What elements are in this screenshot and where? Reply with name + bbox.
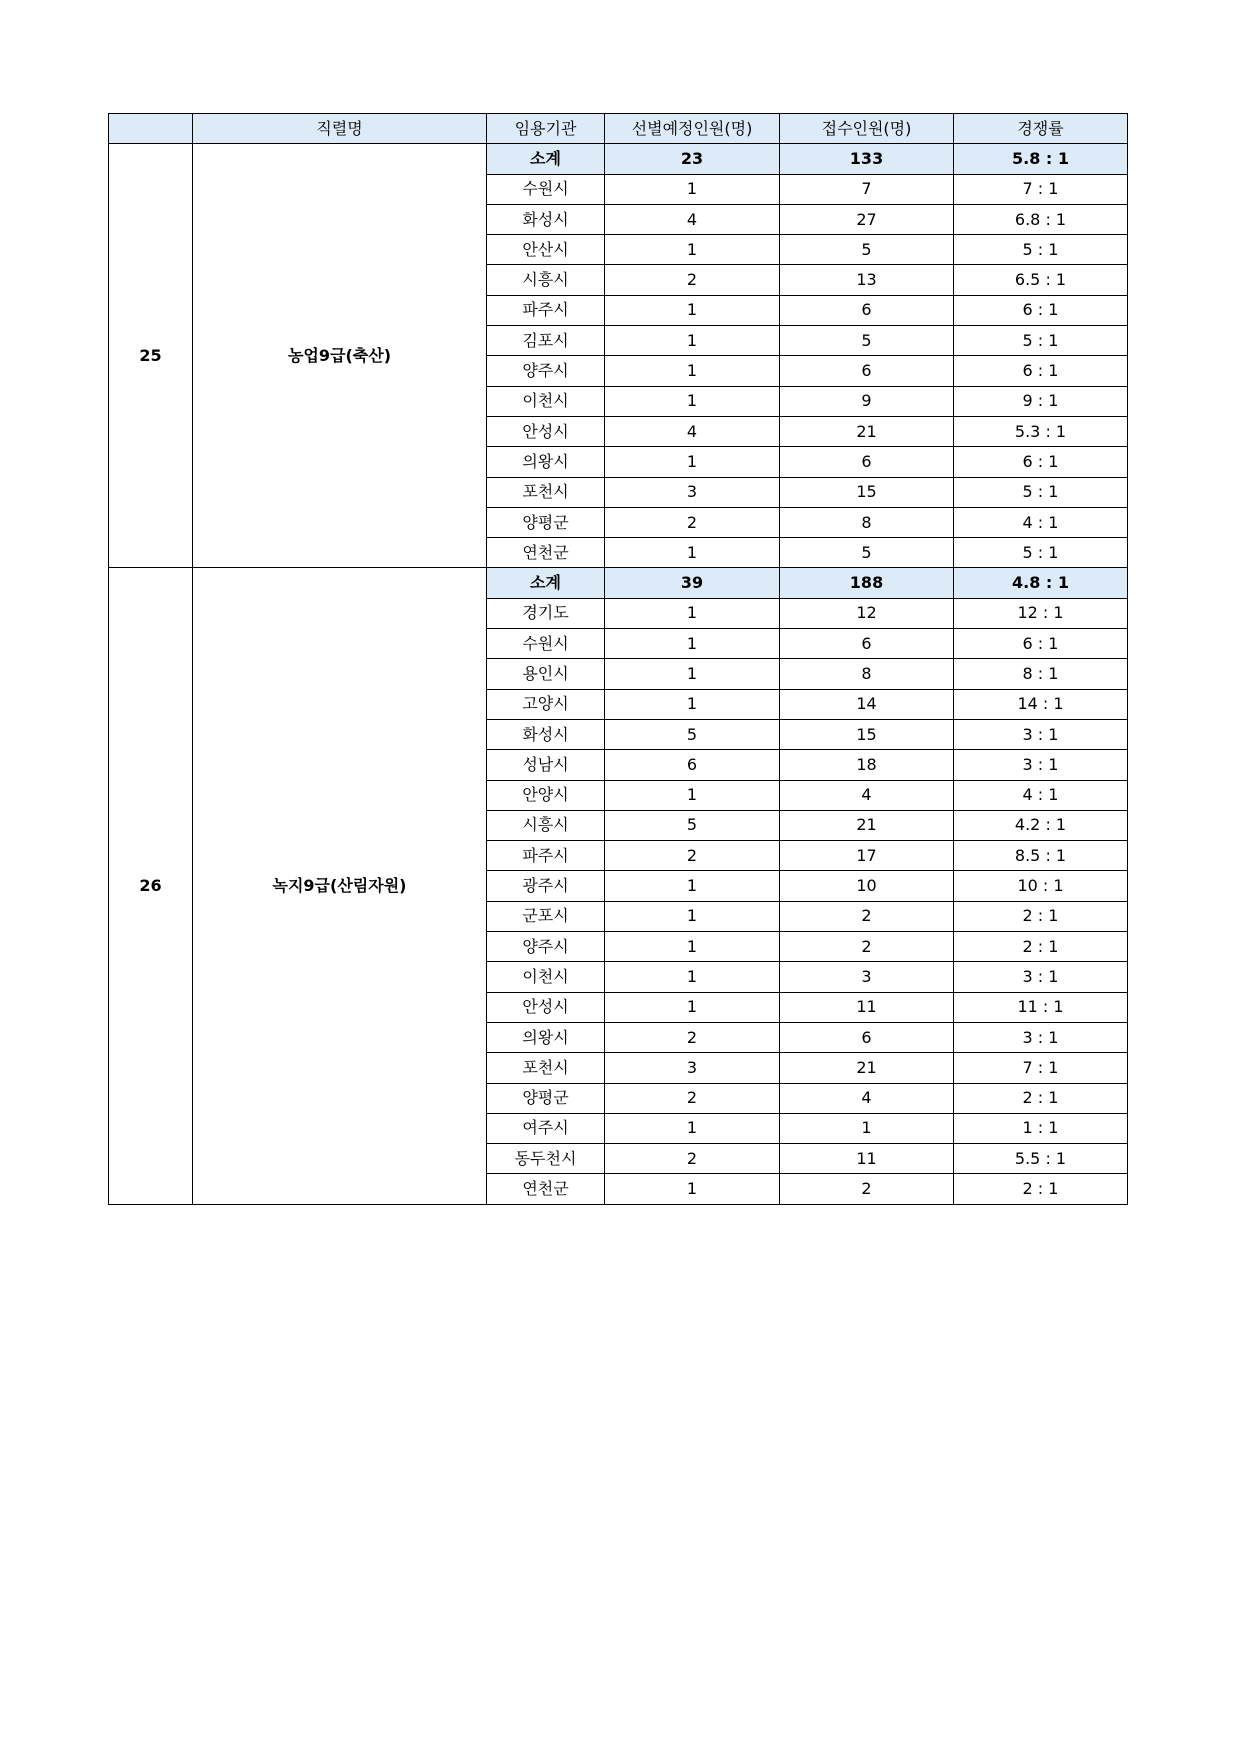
applicants-cell: 4: [780, 1083, 954, 1113]
subtotal-ratio: 5.8 : 1: [954, 144, 1128, 174]
ratio-cell: 2 : 1: [954, 1174, 1128, 1204]
agency-cell: 이천시: [487, 962, 605, 992]
planned-cell: 2: [605, 1022, 780, 1052]
ratio-cell: 4 : 1: [954, 780, 1128, 810]
subtotal-planned: 23: [605, 144, 780, 174]
agency-cell: 여주시: [487, 1113, 605, 1143]
agency-cell: 이천시: [487, 386, 605, 416]
planned-cell: 5: [605, 719, 780, 749]
ratio-cell: 11 : 1: [954, 992, 1128, 1022]
ratio-cell: 6 : 1: [954, 447, 1128, 477]
applicants-cell: 18: [780, 750, 954, 780]
ratio-cell: 10 : 1: [954, 871, 1128, 901]
agency-cell: 양주시: [487, 932, 605, 962]
subtotal-row: [109, 144, 1128, 174]
subtotal-row: [109, 568, 1128, 598]
planned-cell: 1: [605, 659, 780, 689]
planned-cell: 1: [605, 356, 780, 386]
applicants-cell: 5: [780, 538, 954, 568]
applicants-cell: 7: [780, 174, 954, 204]
table-header: [109, 114, 1128, 144]
agency-cell: 의왕시: [487, 1022, 605, 1052]
agency-cell: 포천시: [487, 477, 605, 507]
ratio-cell: 7 : 1: [954, 1053, 1128, 1083]
planned-cell: 1: [605, 174, 780, 204]
applicants-cell: 13: [780, 265, 954, 295]
planned-cell: 2: [605, 1144, 780, 1174]
agency-cell: 연천군: [487, 1174, 605, 1204]
applicants-cell: 21: [780, 1053, 954, 1083]
ratio-cell: 2 : 1: [954, 1083, 1128, 1113]
series-number: 25: [109, 144, 193, 568]
agency-cell: 수원시: [487, 174, 605, 204]
applicants-cell: 8: [780, 659, 954, 689]
planned-cell: 1: [605, 992, 780, 1022]
agency-cell: 안성시: [487, 416, 605, 446]
subtotal-ratio: 4.8 : 1: [954, 568, 1128, 598]
table-body: [109, 144, 1128, 1204]
planned-cell: 2: [605, 1083, 780, 1113]
agency-cell: 고양시: [487, 689, 605, 719]
ratio-cell: 5.3 : 1: [954, 416, 1128, 446]
ratio-cell: 8 : 1: [954, 659, 1128, 689]
subtotal-applicants: 133: [780, 144, 954, 174]
planned-cell: 1: [605, 386, 780, 416]
agency-cell: 군포시: [487, 901, 605, 931]
ratio-cell: 5.5 : 1: [954, 1144, 1128, 1174]
subtotal-label: 소계: [487, 568, 605, 598]
planned-cell: 1: [605, 689, 780, 719]
applicants-cell: 17: [780, 841, 954, 871]
planned-cell: 1: [605, 871, 780, 901]
agency-cell: 시흥시: [487, 265, 605, 295]
applicants-cell: 2: [780, 1174, 954, 1204]
agency-cell: 시흥시: [487, 810, 605, 840]
ratio-cell: 2 : 1: [954, 932, 1128, 962]
header-applicant-count: 접수인원(명): [780, 114, 954, 144]
agency-cell: 연천군: [487, 538, 605, 568]
planned-cell: 3: [605, 1053, 780, 1083]
applicants-cell: 12: [780, 598, 954, 628]
planned-cell: 1: [605, 598, 780, 628]
planned-cell: 1: [605, 932, 780, 962]
planned-cell: 1: [605, 629, 780, 659]
header-job-series: 직렬명: [193, 114, 487, 144]
applicants-cell: 11: [780, 992, 954, 1022]
planned-cell: 1: [605, 962, 780, 992]
applicants-cell: 11: [780, 1144, 954, 1174]
agency-cell: 화성시: [487, 719, 605, 749]
applicants-cell: 27: [780, 204, 954, 234]
ratio-cell: 6.8 : 1: [954, 204, 1128, 234]
applicants-cell: 6: [780, 629, 954, 659]
header-planned-count: 선별예정인원(명): [605, 114, 780, 144]
series-name: 농업9급(축산): [193, 144, 487, 568]
agency-cell: 성남시: [487, 750, 605, 780]
planned-cell: 6: [605, 750, 780, 780]
series-name: 녹지9급(산림자원): [193, 568, 487, 1204]
applicants-cell: 9: [780, 386, 954, 416]
ratio-cell: 3 : 1: [954, 719, 1128, 749]
subtotal-applicants: 188: [780, 568, 954, 598]
planned-cell: 4: [605, 416, 780, 446]
agency-cell: 수원시: [487, 629, 605, 659]
agency-cell: 용인시: [487, 659, 605, 689]
applicants-cell: 5: [780, 326, 954, 356]
applicants-cell: 2: [780, 901, 954, 931]
agency-cell: 양평군: [487, 1083, 605, 1113]
header-competition-ratio: 경쟁률: [954, 114, 1128, 144]
applicants-cell: 6: [780, 1022, 954, 1052]
ratio-cell: 5 : 1: [954, 477, 1128, 507]
applicants-cell: 21: [780, 810, 954, 840]
ratio-cell: 1 : 1: [954, 1113, 1128, 1143]
applicants-cell: 6: [780, 295, 954, 325]
agency-cell: 의왕시: [487, 447, 605, 477]
planned-cell: 1: [605, 295, 780, 325]
header-row: [109, 114, 1128, 144]
applicants-cell: 21: [780, 416, 954, 446]
agency-cell: 안성시: [487, 992, 605, 1022]
ratio-cell: 14 : 1: [954, 689, 1128, 719]
ratio-cell: 5 : 1: [954, 326, 1128, 356]
ratio-cell: 2 : 1: [954, 901, 1128, 931]
agency-cell: 포천시: [487, 1053, 605, 1083]
applicants-cell: 8: [780, 507, 954, 537]
applicants-cell: 15: [780, 477, 954, 507]
agency-cell: 경기도: [487, 598, 605, 628]
planned-cell: 1: [605, 326, 780, 356]
ratio-cell: 6 : 1: [954, 629, 1128, 659]
planned-cell: 1: [605, 235, 780, 265]
planned-cell: 1: [605, 447, 780, 477]
applicants-cell: 3: [780, 962, 954, 992]
planned-cell: 1: [605, 1113, 780, 1143]
planned-cell: 1: [605, 780, 780, 810]
agency-cell: 광주시: [487, 871, 605, 901]
planned-cell: 1: [605, 1174, 780, 1204]
planned-cell: 1: [605, 538, 780, 568]
ratio-cell: 5 : 1: [954, 538, 1128, 568]
agency-cell: 양주시: [487, 356, 605, 386]
ratio-cell: 6 : 1: [954, 356, 1128, 386]
ratio-cell: 5 : 1: [954, 235, 1128, 265]
ratio-cell: 8.5 : 1: [954, 841, 1128, 871]
ratio-cell: 7 : 1: [954, 174, 1128, 204]
ratio-cell: 3 : 1: [954, 962, 1128, 992]
agency-cell: 김포시: [487, 326, 605, 356]
ratio-cell: 9 : 1: [954, 386, 1128, 416]
subtotal-planned: 39: [605, 568, 780, 598]
series-number: 26: [109, 568, 193, 1204]
ratio-cell: 6 : 1: [954, 295, 1128, 325]
planned-cell: 1: [605, 901, 780, 931]
applicants-cell: 1: [780, 1113, 954, 1143]
agency-cell: 안양시: [487, 780, 605, 810]
planned-cell: 3: [605, 477, 780, 507]
header-appointing-agency: 임용기관: [487, 114, 605, 144]
planned-cell: 4: [605, 204, 780, 234]
planned-cell: 2: [605, 265, 780, 295]
applicants-cell: 5: [780, 235, 954, 265]
ratio-cell: 12 : 1: [954, 598, 1128, 628]
ratio-cell: 3 : 1: [954, 1022, 1128, 1052]
planned-cell: 2: [605, 507, 780, 537]
ratio-cell: 6.5 : 1: [954, 265, 1128, 295]
applicants-cell: 10: [780, 871, 954, 901]
planned-cell: 2: [605, 841, 780, 871]
ratio-cell: 4.2 : 1: [954, 810, 1128, 840]
agency-cell: 안산시: [487, 235, 605, 265]
applicants-cell: 15: [780, 719, 954, 749]
applicants-cell: 6: [780, 447, 954, 477]
competition-table: [108, 113, 1128, 1205]
ratio-cell: 4 : 1: [954, 507, 1128, 537]
applicants-cell: 6: [780, 356, 954, 386]
agency-cell: 화성시: [487, 204, 605, 234]
applicants-cell: 14: [780, 689, 954, 719]
applicants-cell: 4: [780, 780, 954, 810]
subtotal-label: 소계: [487, 144, 605, 174]
agency-cell: 파주시: [487, 295, 605, 325]
planned-cell: 5: [605, 810, 780, 840]
ratio-cell: 3 : 1: [954, 750, 1128, 780]
agency-cell: 양평군: [487, 507, 605, 537]
agency-cell: 파주시: [487, 841, 605, 871]
applicants-cell: 2: [780, 932, 954, 962]
agency-cell: 동두천시: [487, 1144, 605, 1174]
header-number: [109, 114, 193, 144]
